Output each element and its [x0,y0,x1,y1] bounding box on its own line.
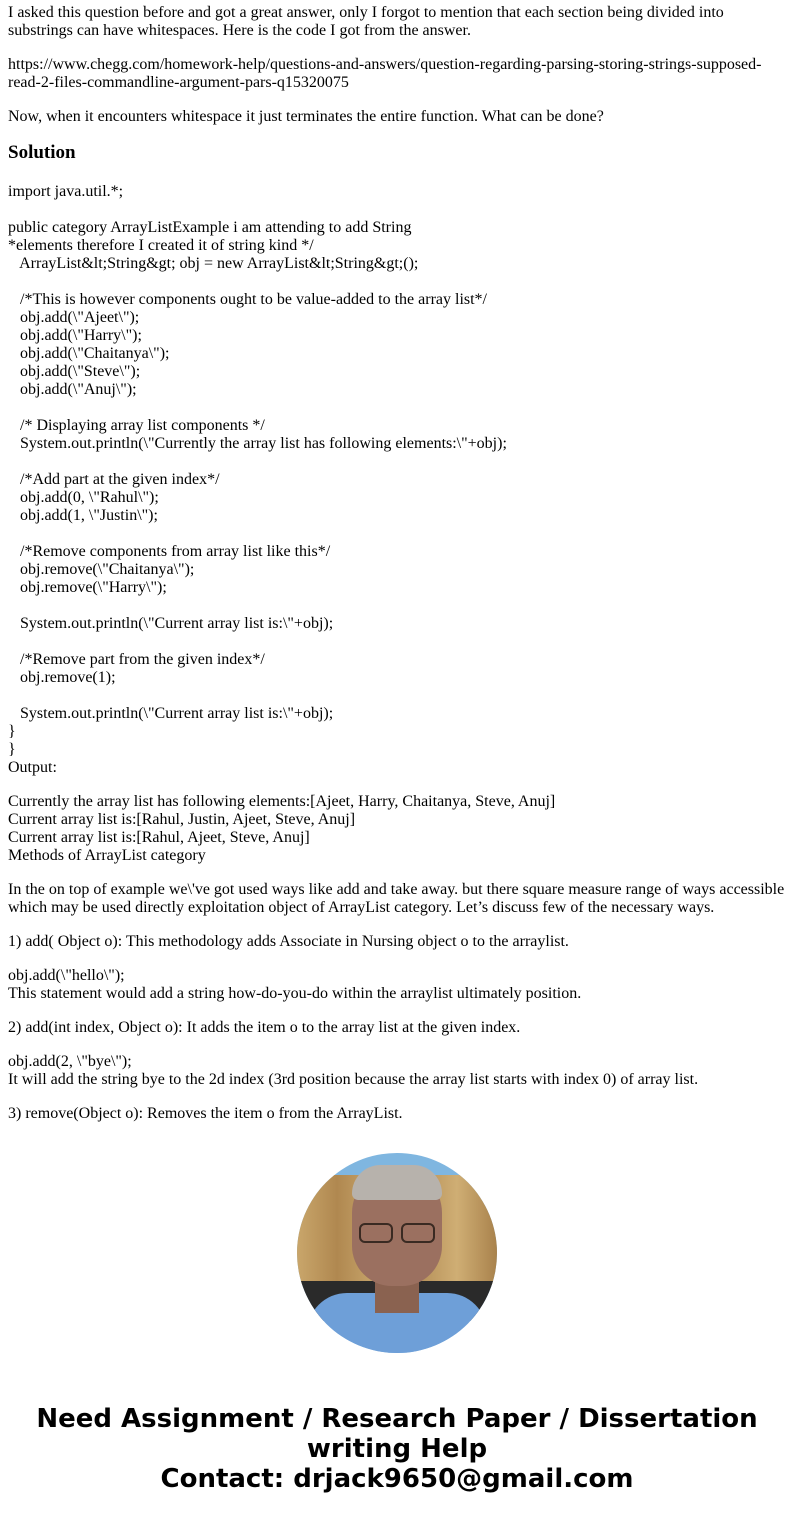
code-line: /*Remove part from the given index*/ [8,651,265,668]
code-line: /*Add part at the given index*/ [8,471,220,488]
code-line: System.out.println(\"Current array list is:\"+obj); [8,615,334,632]
author-avatar-photo [297,1153,497,1353]
question-link: https://www.chegg.com/homework-help/questions-and-answers/question-regarding-parsing-storing-strings-supposed-read-2-files-commandline-argument-pars-q15320075 [8,56,762,91]
code-line [8,201,788,219]
code-line [8,273,788,291]
code-line [8,453,788,471]
code-line: import java.util.*; [8,183,124,200]
code-line: Current array list is:[Rahul, Justin, Ajeet, Steve, Anuj] [8,811,356,828]
question-intro: I asked this question before and got a great answer, only I forgot to mention that each section being divided into substrings can have whitespaces. Here is the code I got from the answer. [8,4,724,39]
code-block [8,183,788,777]
code-line: obj.add(0, \"Rahul\"); [8,489,159,506]
code-line: obj.add(\"Steve\"); [8,363,141,380]
code-line: System.out.println(\"Currently the array list has following elements:\"+obj); [8,435,507,452]
method-2-example [8,1053,788,1089]
code-line: obj.add(\"Anuj\"); [8,381,137,398]
code-line: obj.add(\"Ajeet\"); [8,309,140,326]
code-line: Current array list is:[Rahul, Ajeet, Steve, Anuj] [8,829,310,846]
code-line [8,399,788,417]
banner-contact: Contact: drjack9650@gmail.com [160,1464,634,1494]
code-line: /*This is however components ought to be value-added to the array list*/ [8,291,487,308]
code-line: /*Remove components from array list like this*/ [8,543,331,560]
code-line: System.out.println(\"Current array list is:\"+obj); [8,705,334,722]
code-line: public category ArrayListExample i am attending to add String [8,219,412,236]
method-1: 1) add( Object o): This methodology adds Associate in Nursing object o to the arraylist. [8,933,569,950]
method-1-desc: This statement would add a string how-do-you-do within the arraylist ultimately position. [8,985,582,1002]
code-line: obj.remove(1); [8,669,116,686]
code-line: /* Displaying array list components */ [8,417,265,434]
method-3: 3) remove(Object o): Removes the item o from the ArrayList. [8,1105,403,1122]
document-body [8,4,788,1139]
code-line: } [8,741,16,758]
code-line: obj.add(1, \"Justin\"); [8,507,158,524]
code-line: obj.remove(\"Chaitanya\"); [8,561,195,578]
method-1-code: obj.add(\"hello\"); [8,967,125,984]
code-line: Output: [8,759,57,776]
solution-heading: Solution [8,142,76,163]
code-line: obj.remove(\"Harry\"); [8,579,167,596]
method-1-example [8,967,788,1003]
method-2-desc: It will add the string bye to the 2d index (3rd position because the array list starts with index 0) of array list. [8,1071,699,1088]
methods-intro: In the on top of example we\'ve got used ways like add and take away. but there square measure range of ways accessible which may be used directly exploitation object of ArrayList category. Let’s discuss few of the necessary ways. [8,881,785,916]
code-line [8,525,788,543]
code-line: Currently the array list has following elements:[Ajeet, Harry, Chaitanya, Steve, Anuj] [8,793,556,810]
code-line: *elements therefore I created it of string kind */ [8,237,314,254]
output-block [8,793,788,865]
code-line: Methods of ArrayList category [8,847,206,864]
banner-line-1: Need Assignment / Research Paper / Dissertation [36,1404,758,1434]
method-2: 2) add(int index, Object o): It adds the item o to the array list at the given index. [8,1019,521,1036]
code-line [8,597,788,615]
banner-line-2: writing Help [306,1434,488,1464]
method-2-code: obj.add(2, \"bye\"); [8,1053,132,1070]
code-line: obj.add(\"Chaitanya\"); [8,345,170,362]
contact-banner [0,1404,794,1494]
code-line [8,633,788,651]
code-line [8,687,788,705]
code-line: } [8,723,16,740]
code-line: ArrayList&lt;String&gt; obj = new ArrayList&lt;String&gt;(); [8,255,419,272]
code-line: obj.add(\"Harry\"); [8,327,142,344]
question-followup: Now, when it encounters whitespace it just terminates the entire function. What can be done? [8,108,604,125]
